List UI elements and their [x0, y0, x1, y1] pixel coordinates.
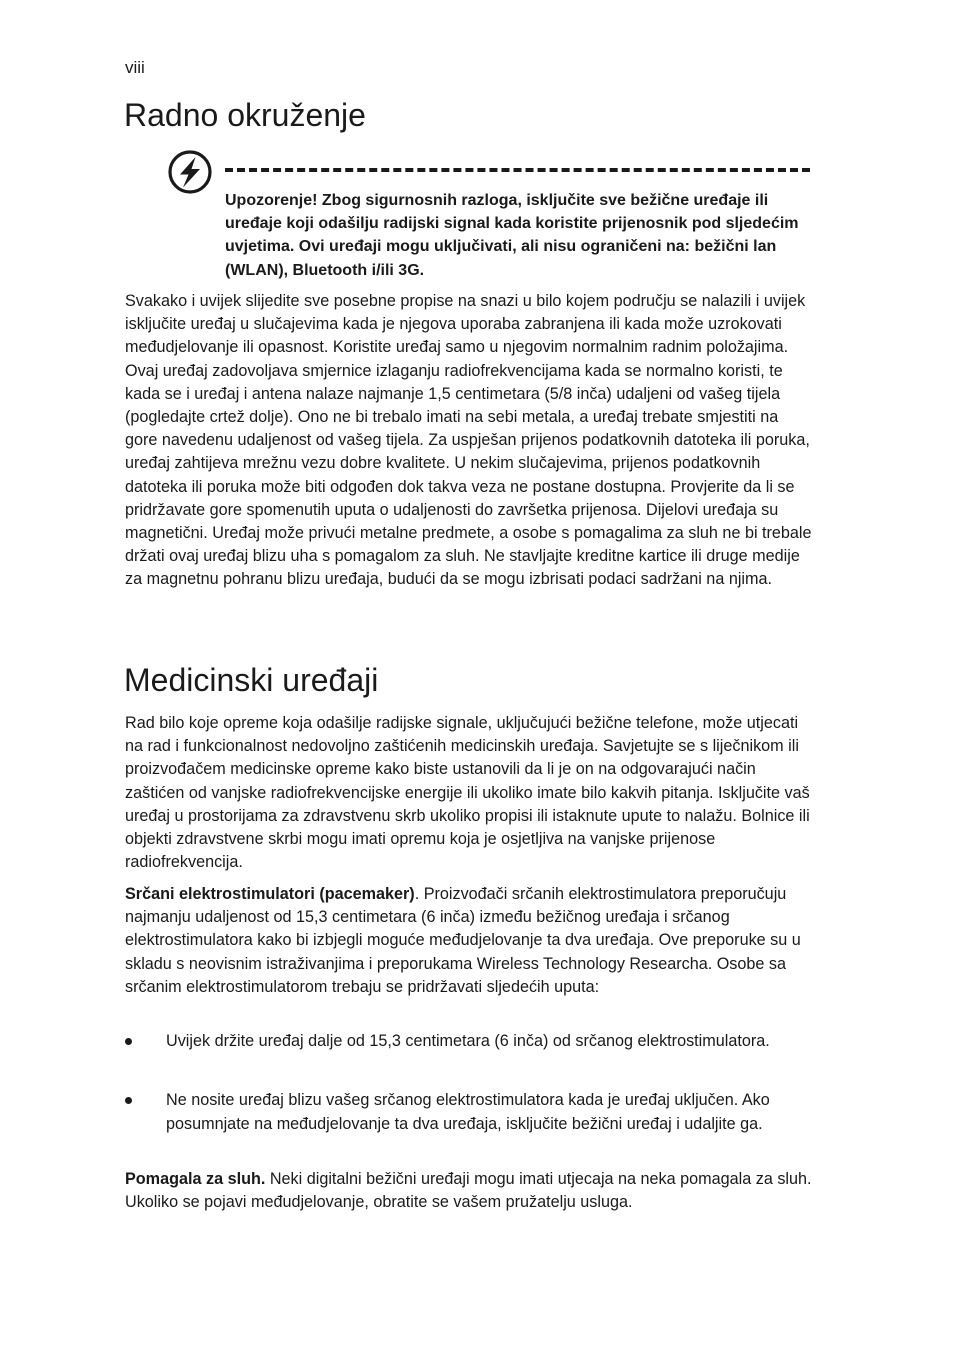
hearing-aids-heading: Pomagala za sluh. — [125, 1170, 266, 1188]
pacemaker-text: . Proizvođači srčanih elektrostimulatora preporučuju najmanju udaljenost od 15,3 centimetara (6 inča) između bežičnog uređaja i srčanog elektrostimulatora kako bi izbjegli moguće međudjelovanje ta dva uređaja. Ove preporuke su u skladu s neovisnim istraživanjima i preporukama Wireless Technology Researcha. Osobe sa srčanim elektrostimulatorom trebaju se pridržavati sljedećih uputa: — [125, 885, 801, 996]
list-item-text: Uvijek držite uređaj dalje od 15,3 centimetara (6 inča) od srčanog elektrostimulatora. — [166, 1032, 770, 1050]
bullet-icon — [125, 1097, 132, 1104]
pacemaker-paragraph — [125, 883, 815, 999]
hearing-aids-paragraph — [125, 1168, 815, 1214]
body-paragraph: Svakako i uvijek slijedite sve posebne propise na snazi u bilo kojem području se nalazili i uvijek isključite uređaj u slučajevima kada je njegova uporaba zabranjena ili kada može uzrokovati međudjelovanje ili opasnost. Koristite uređaj samo u njegovim normalnim radnim položajima. Ovaj uređaj zadovoljava smjernice izlaganju radiofrekvencijama kada se normalno koristi, te kada se i uređaj i antena nalaze najmanje 1,5 centimetara (5/8 inča) udaljeni od vašeg tijela (pogledajte crtež dolje). Ono ne bi trebalo imati na sebi metala, a uređaj trebate smjestiti na gore navedenu udaljenost od vašeg tijela. Za uspješan prijenos podatkovnih datoteka ili poruka, uređaj zahtijeva mrežnu vezu dobre kvalitete. U nekim slučajevima, prijenos podatkovnih datoteka ili poruka može biti odgođen dok takva veza ne postane dostupna. Provjerite da li se pridržavate gore spomenutih uputa o udaljenosti do završetka prijenosa. Dijelovi uređaja su magnetični. Uređaj može privući metalne predmete, a osobe s pomagalima za sluh ne bi trebale držati ovaj uređaj blizu uha s pomagalom za sluh. Ne stavljajte kreditne kartice ili druge medije za magnetnu pohranu blizu uređaja, budući da se mogu izbrisati podaci sadržani na njima. — [125, 292, 812, 589]
medical-intro-paragraph: Rad bilo koje opreme koja odašilje radijske signale, uključujući bežične telefone, može utjecati na rad i funkcionalnost nedovoljno zaštićenih medicinskih uređaja. Savjetujte se s liječnikom ili proizvođačem medicinske opreme kako biste ustanovili da li je on na odgovarajući način zaštićen od vanjske radiofrekvencijske energije ili ukoliko imate bilo kakvih pitanja. Isključite vaš uređaj u prostorijama za zdravstvenu skrb ukoliko propisi ili istaknute upute to nalažu. Bolnice ili objekti zdravstvene skrbi mogu imati opremu koja je osjetljiva na vanjske prijenose radiofrekvencija. — [125, 714, 810, 872]
list-item-text: Ne nosite uređaj blizu vašeg srčanog elektrostimulatora kada je uređaj uključen. Ako posumnjate na međudjelovanje ta dva uređaja, isključite bežični uređaj i udaljite ga. — [166, 1091, 770, 1133]
warning-divider — [225, 168, 810, 172]
warning-lightning-icon — [167, 149, 213, 195]
section-title-radno-okruzenje: Radno okruženje — [124, 97, 366, 133]
section-title-medicinski-uredaji: Medicinski uređaji — [124, 662, 379, 698]
page-number: viii — [125, 58, 145, 77]
warning-text: Upozorenje! Zbog sigurnosnih razloga, isključite sve bežične uređaje ili uređaje koji odašilju radijski signal kada koristite prijenosnik pod sljedećim uvjetima. Ovi uređaji mogu uključivati, ali nisu ograničeni na: bežični lan (WLAN), Bluetooth i/ili 3G. — [225, 192, 799, 279]
hearing-aids-text: Neki digitalni bežični uređaji mogu imati utjecaja na neka pomagala za sluh. Ukoliko se pojavi međudjelovanje, obratite se vašem pružatelju usluga. — [125, 1170, 812, 1212]
pacemaker-heading: Srčani elektrostimulatori (pacemaker) — [125, 885, 415, 903]
bullet-icon — [125, 1038, 132, 1045]
